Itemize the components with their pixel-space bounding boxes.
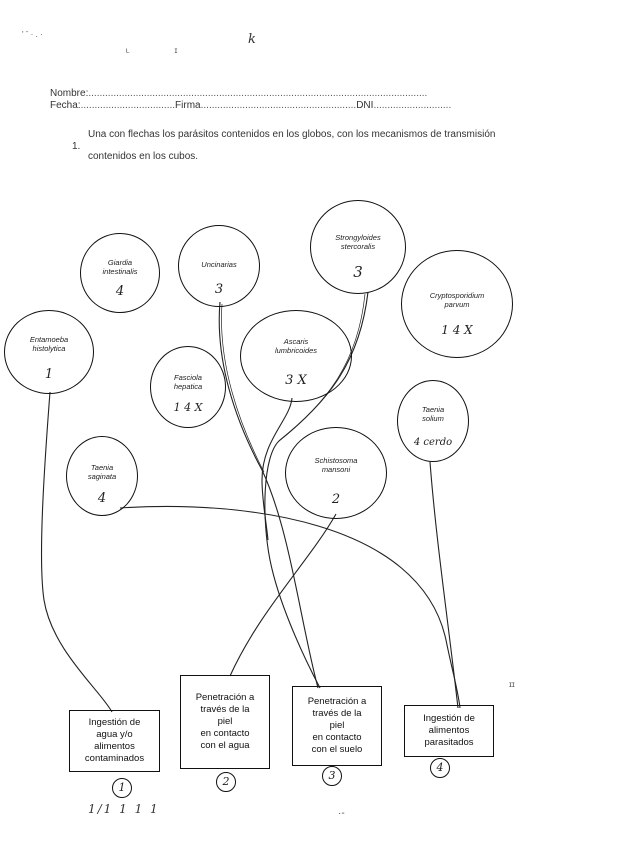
giardia-name-1: Giardia — [107, 258, 133, 267]
taenia-solium-name-2: solium — [422, 414, 444, 423]
bubble-ascaris — [240, 310, 352, 402]
box1-line-2: agua y/o — [96, 729, 133, 740]
taenia-solium-name-1: Taenia — [421, 405, 445, 414]
line-taenia-saginata — [120, 506, 460, 708]
box1-line-4: contaminados — [84, 753, 145, 764]
fecha-dots: .................................. — [80, 100, 176, 111]
bubble-giardia — [80, 233, 160, 313]
taenia-solium-mark: 4 cerdo — [413, 437, 453, 448]
giardia-mark: 4 — [115, 284, 125, 299]
mechanism-number-3: 3 — [322, 766, 342, 786]
scan-specks: ' ˉ · . · — [22, 30, 43, 39]
bubble-uncinarias — [178, 225, 260, 307]
mechanism-box-4 — [404, 705, 494, 757]
line-schistosoma — [230, 514, 336, 676]
bubble-schistosoma — [285, 427, 387, 519]
box4-line-3: parasitados — [424, 737, 474, 748]
bottom-speck: ·- — [338, 808, 345, 819]
question-line-1: Una con flechas los parásitos contenidos en los globos, con los mecanismos de transmisión — [88, 129, 496, 140]
strongyloides-name-2: stercoralis — [340, 242, 376, 251]
question-number: 1. — [72, 141, 81, 152]
box2-line-1: Penetración a — [195, 692, 255, 703]
schistosoma-name-1: Schistosoma — [314, 456, 358, 465]
dni-dots: ............................ — [373, 100, 452, 111]
bubble-taenia-saginata — [66, 436, 138, 516]
mechanism-box-1 — [69, 710, 160, 772]
fecha-label: Fecha: — [50, 100, 81, 111]
box4-line-1: Ingestión de — [423, 713, 475, 724]
box3-line-5: con el suelo — [311, 744, 363, 755]
firma-dots: ........................................................ — [200, 100, 357, 111]
mechanism-number-4: 4 — [430, 758, 450, 778]
cryptosporidium-mark: 1 4 X — [441, 323, 473, 337]
box3-line-1: Penetración a — [307, 696, 367, 707]
box2-line-5: con el agua — [200, 740, 250, 751]
nombre-label: Nombre: — [50, 88, 89, 99]
box2-line-2: través de la — [200, 704, 250, 715]
entamoeba-mark: 1 — [44, 367, 54, 382]
taenia-saginata-name-2: saginata — [87, 472, 117, 481]
taenia-saginata-mark: 4 — [97, 491, 107, 506]
cryptosporidium-name-2: parvum — [444, 300, 470, 309]
footer-scribble: 1/1 1 1 1 — [88, 802, 160, 816]
mechanism-number-2: 2 — [216, 772, 236, 792]
entamoeba-name-1: Entamoeba — [29, 335, 69, 344]
cryptosporidium-name-1: Cryptosporidium — [429, 291, 485, 300]
question-line-2: contenidos en los cubos. — [88, 151, 199, 162]
bubble-fasciola — [150, 346, 226, 428]
top-mark: k — [248, 32, 256, 47]
box2-line-3: piel — [217, 716, 233, 727]
nombre-dots: .......................................................................................................................... — [88, 88, 428, 99]
strongyloides-name-1: Strongyloides — [335, 233, 381, 242]
box3-line-2: través de la — [312, 708, 362, 719]
bubble-strongyloides — [310, 200, 406, 294]
box3-line-4: en contacto — [312, 732, 362, 743]
side-speck: ɪɪ — [509, 680, 515, 689]
mechanism-box-2 — [180, 675, 270, 769]
bubble-entamoeba — [4, 310, 94, 394]
box2-line-4: en contacto — [200, 728, 250, 739]
ascaris-name-2: lumbricoides — [274, 346, 318, 355]
bubble-taenia-solium — [397, 380, 469, 462]
box3-line-3: piel — [329, 720, 345, 731]
mechanism-number-1: 1 — [112, 778, 132, 798]
uncinarias-mark: 3 — [214, 282, 224, 297]
ascaris-mark: 3 X — [285, 373, 307, 388]
box4-line-2: alimentos — [428, 725, 470, 736]
bubble-cryptosporidium — [401, 250, 513, 358]
line-taenia-solium — [430, 462, 458, 708]
fasciola-name-1: Fasciola — [174, 373, 202, 382]
fasciola-mark: 1 4 X — [173, 401, 203, 414]
strongyloides-mark: 3 — [353, 263, 363, 281]
mechanism-box-3 — [292, 686, 382, 766]
entamoeba-name-2: histolytica — [32, 344, 66, 353]
schistosoma-mark: 2 — [331, 492, 341, 507]
box1-line-3: alimentos — [94, 741, 135, 752]
box1-line-1: Ingestión de — [88, 717, 141, 728]
uncinarias-name: Uncinarias — [201, 260, 237, 269]
fasciola-name-2: hepatica — [173, 382, 203, 391]
giardia-name-2: intestinalis — [102, 267, 138, 276]
schistosoma-name-2: mansoni — [321, 465, 351, 474]
dni-label: DNI — [356, 100, 374, 111]
firma-label: Firma — [175, 100, 201, 111]
ascaris-name-1: Ascaris — [283, 337, 309, 346]
taenia-saginata-name-1: Taenia — [90, 463, 114, 472]
top-specks: ɩ. ɪ — [126, 46, 178, 55]
